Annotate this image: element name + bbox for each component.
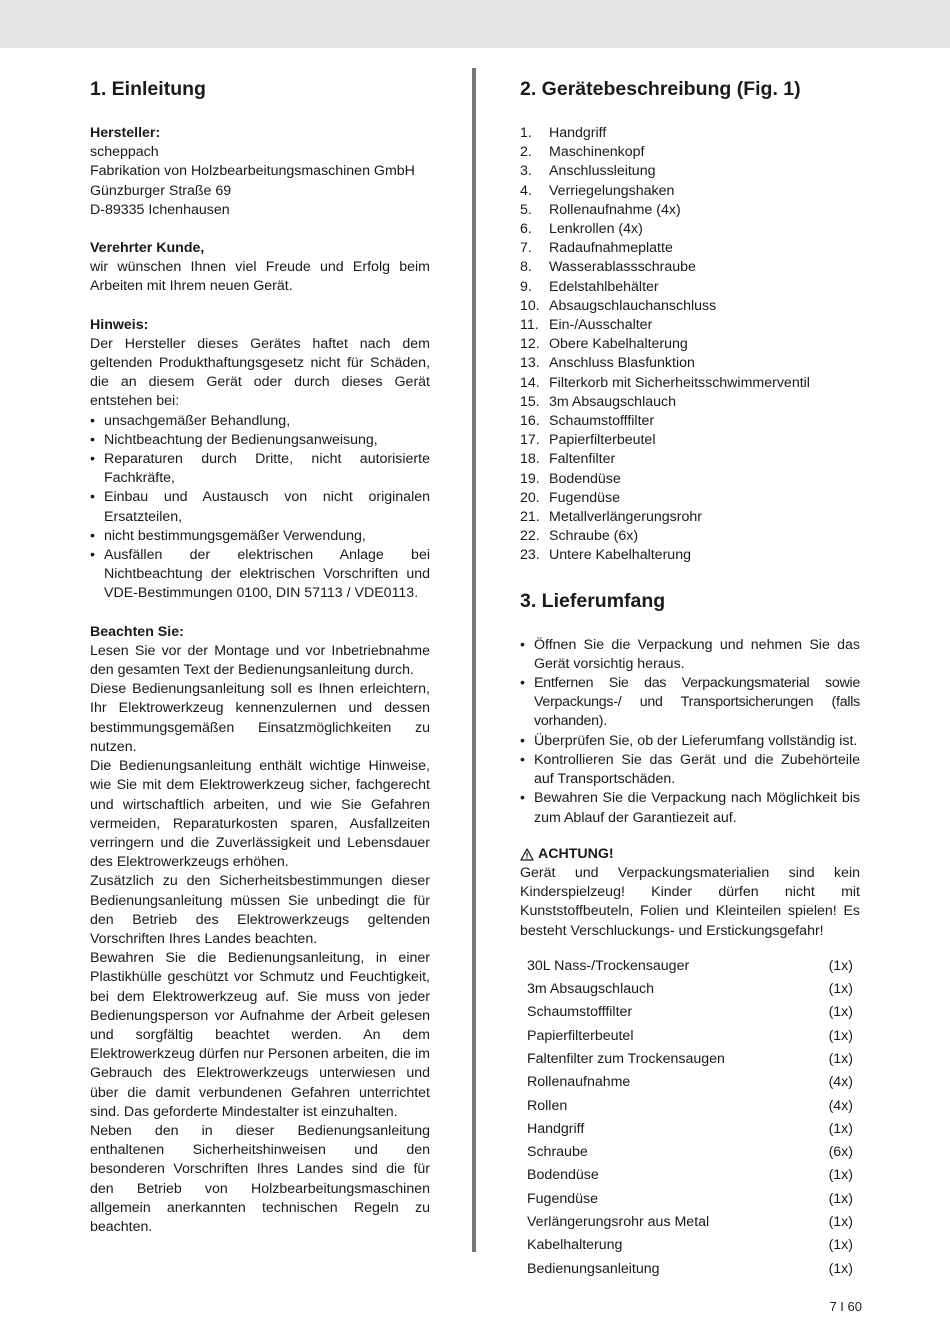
list-item (520, 278, 860, 297)
table-row (520, 1001, 860, 1024)
list-item (520, 258, 860, 277)
item-label: Schaumstofffilter (549, 413, 655, 430)
table-row (520, 1118, 860, 1141)
intro-section (90, 76, 430, 1237)
list-item (520, 354, 860, 373)
item-label: Metallverlängerungsrohr (549, 509, 702, 526)
content-quantity: (1x) (828, 1004, 853, 1021)
delivery-bullet-list (520, 636, 860, 828)
item-number: 5. (520, 201, 532, 218)
item-label: Filterkorb mit Sicherheitsschwimmerventil (549, 374, 810, 391)
attention-paragraph: Lesen Sie vor der Montage und vor Inbetriebnahme den gesamten Text der Bedienungsanleitung durch. (90, 642, 430, 679)
manufacturer-line: scheppach (90, 144, 159, 161)
attention-paragraph: Zusätzlich zu den Sicherheitsbestimmungen dieser Bedienungsanleitung müssen Sie unbedingt die für den Betrieb des Elektrowerkzeugs geltenden Vorschriften Ihres Landes beachten. (90, 873, 430, 947)
table-row (520, 955, 860, 978)
content-quantity: (4x) (828, 1097, 853, 1114)
list-item (520, 470, 860, 489)
item-label: Anschluss Blasfunktion (549, 355, 695, 372)
content-quantity: (1x) (828, 1237, 853, 1254)
list-item: • Überprüfen Sie, ob der Lieferumfang vollständig ist. (520, 732, 860, 751)
item-label: Faltenfilter (549, 451, 616, 468)
item-label: Rollenaufnahme (4x) (549, 201, 681, 218)
description-list (520, 124, 860, 566)
table-row (520, 1164, 860, 1187)
item-number: 12. (520, 336, 540, 353)
table-row (520, 1258, 860, 1281)
item-number: 19. (520, 470, 540, 487)
list-item (520, 546, 860, 565)
item-number: 4. (520, 182, 532, 199)
list-item (520, 335, 860, 354)
page-number: 7 I 60 (829, 1299, 862, 1314)
content-item: Schaumstofffilter (527, 1004, 633, 1021)
item-number: 20. (520, 489, 540, 506)
list-item (520, 527, 860, 546)
item-label: Fugendüse (549, 489, 620, 506)
note-text: Der Hersteller dieses Gerätes haftet nach dem geltenden Produkthaftungsgesetz nicht für Schäden, die an diesem Gerät oder durch dieses Gerät entstehen bei: (90, 335, 430, 410)
item-number: 6. (520, 221, 532, 238)
list-item (520, 489, 860, 508)
table-row (520, 1071, 860, 1094)
list-item (520, 162, 860, 181)
manufacturer-line: Günzburger Straße 69 (90, 182, 232, 199)
table-row (520, 1141, 860, 1164)
content-item: Handgriff (527, 1120, 585, 1137)
customer-label: Verehrter Kunde, (90, 240, 205, 257)
item-number: 2. (520, 144, 532, 161)
item-label: Handgriff (549, 125, 607, 141)
list-item: • Bewahren Sie die Verpackung nach Möglichkeit bis zum Ablauf der Garantiezeit auf. (520, 789, 860, 827)
item-label: Absaugschlauchanschluss (549, 297, 717, 314)
list-item: • Öffnen Sie die Verpackung und nehmen Sie das Gerät vorsichtig heraus. (520, 636, 860, 674)
item-number: 11. (520, 317, 539, 334)
manufacturer-block (90, 124, 430, 220)
content-quantity: (1x) (828, 1120, 853, 1137)
warning-heading (520, 845, 860, 864)
item-number: 22. (520, 528, 540, 545)
item-label: Maschinenkopf (549, 144, 645, 161)
list-item (520, 316, 860, 335)
attention-paragraph: Die Bedienungsanleitung enthält wichtige Hinweise, wie Sie mit dem Elektrowerkzeug sicher, fachgerecht und wirtschaftlich arbeiten, und wie Sie Gefahren vermeiden, Reparaturkosten sparen, Ausfallzeiten verringern und die Zuverlässigkeit und Lebensdauer des Elektrowerkzeugs erhöhen. (90, 758, 430, 871)
content-item: Rollen (527, 1097, 568, 1114)
attention-label: Beachten Sie: (90, 623, 184, 640)
attention-paragraph: Diese Bedienungsanleitung soll es Ihnen erleichtern, Ihr Elektrowerkzeug kennenzulernen und dessen bestimmungsgemäßen Einsatzmöglichkeiten zu nutzen. (90, 681, 430, 755)
content-item: Fugendüse (527, 1190, 598, 1207)
column-divider (472, 68, 476, 1252)
table-row (520, 1234, 860, 1257)
content-item: 30L Nass-/Trockensauger (527, 957, 690, 974)
note-label: Hinweis: (90, 316, 149, 333)
content-quantity: (1x) (828, 1027, 853, 1044)
item-number: 17. (520, 432, 540, 449)
list-item (520, 393, 860, 412)
item-label: Wasserablassschraube (549, 259, 696, 276)
content-quantity: (1x) (828, 957, 853, 974)
item-number: 21. (520, 509, 540, 526)
content-quantity: (1x) (828, 1190, 853, 1207)
delivery-title: 3. Lieferumfang (520, 589, 666, 612)
table-row (520, 978, 860, 1001)
list-item: • Ausfällen der elektrischen Anlage bei Nichtbeachtung der elektrischen Vorschriften und VDE-Bestimmungen 0100, DIN 57113 / VDE0113. (90, 546, 430, 604)
warning-triangle-icon (520, 848, 534, 861)
manufacturer-line: Fabrikation von Holzbearbeitungsmaschinen GmbH (90, 163, 415, 180)
list-item: • Entfernen Sie das Verpackungsmaterial sowie Verpackungs-/ und Transportsicherungen (falls vorhanden). (520, 674, 860, 732)
table-row (520, 1048, 860, 1071)
list-item (520, 182, 860, 201)
description-section (520, 76, 860, 1281)
content-item: Verlängerungsrohr aus Metal (527, 1214, 710, 1231)
content-quantity: (1x) (828, 1050, 853, 1067)
item-label: Anschlussleitung (549, 163, 656, 180)
item-number: 1. (520, 125, 532, 141)
item-number: 18. (520, 451, 540, 468)
list-item: • Einbau und Austausch von nicht originalen Ersatzteilen, (90, 488, 430, 526)
item-label: Bodendüse (549, 470, 621, 487)
item-number: 16. (520, 413, 540, 430)
item-label: Untere Kabelhalterung (549, 547, 691, 564)
content-item: 3m Absaugschlauch (527, 981, 654, 998)
attention-paragraph: Neben den in dieser Bedienungsanleitung enthaltenen Sicherheitshinweisen und den besonderen Vorschriften Ihres Landes sind die für den Betrieb von Holzbearbeitungsmaschinen allgemein anerkannten technischen Regeln zu beachten. (90, 1122, 430, 1235)
item-number: 10. (520, 297, 540, 314)
note-block (90, 316, 430, 604)
note-bullet-list (90, 412, 430, 604)
list-item: • unsachgemäßer Behandlung, (90, 412, 430, 431)
content-item: Kabelhalterung (527, 1237, 623, 1254)
warning-label: ACHTUNG! (538, 845, 614, 862)
list-item (520, 124, 860, 143)
item-number: 23. (520, 547, 540, 564)
list-item: • Nichtbeachtung der Bedienungsanweisung, (90, 431, 430, 450)
list-item (520, 431, 860, 450)
item-label: Radaufnahmeplatte (549, 240, 673, 257)
content-item: Faltenfilter zum Trockensaugen (527, 1050, 725, 1067)
content-item: Schraube (527, 1144, 588, 1161)
item-label: Obere Kabelhalterung (549, 336, 688, 353)
content-quantity: (1x) (828, 981, 853, 998)
list-item (520, 297, 860, 316)
item-label: Lenkrollen (4x) (549, 221, 643, 238)
customer-block (90, 239, 430, 297)
table-row (520, 1211, 860, 1234)
warning-text: Gerät und Verpackungsmaterialien sind kein Kinderspielzeug! Kinder dürfen nicht mit Kunststoffbeuteln, Folien und Kleinteilen spielen! Es besteht Verschluckungs- und Erstickungsgefahr! (520, 864, 860, 939)
header-bar (0, 0, 950, 48)
item-number: 9. (520, 278, 532, 295)
content-quantity: (1x) (828, 1214, 853, 1231)
intro-title: 1. Einleitung (90, 78, 206, 100)
list-item (520, 374, 860, 393)
list-item (520, 220, 860, 239)
item-label: Edelstahlbehälter (549, 278, 659, 295)
delivery-contents-table (520, 955, 860, 1281)
manufacturer-label: Hersteller: (90, 125, 161, 141)
item-label: 3m Absaugschlauch (549, 393, 676, 410)
content-item: Rollenaufnahme (527, 1074, 631, 1091)
item-number: 15. (520, 393, 540, 410)
content-item: Papierfilterbeutel (527, 1027, 634, 1044)
item-number: 8. (520, 259, 532, 276)
list-item: • nicht bestimmungsgemäßer Verwendung, (90, 527, 430, 546)
content-quantity: (1x) (828, 1167, 853, 1184)
content-quantity: (1x) (828, 1260, 853, 1277)
list-item (520, 239, 860, 258)
list-item: • Kontrollieren Sie das Gerät und die Zubehörteile auf Transportschäden. (520, 751, 860, 789)
content-quantity: (6x) (828, 1144, 853, 1161)
list-item (520, 450, 860, 469)
content-item: Bedienungsanleitung (527, 1260, 660, 1277)
item-label: Papierfilterbeutel (549, 432, 656, 449)
customer-text: wir wünschen Ihnen viel Freude und Erfolg beim Arbeiten mit Ihrem neuen Gerät. (90, 259, 430, 295)
description-title: 2. Gerätebeschreibung (Fig. 1) (520, 78, 801, 100)
table-row (520, 1095, 860, 1118)
list-item: • Reparaturen durch Dritte, nicht autorisierte Fachkräfte, (90, 450, 430, 488)
item-number: 14. (520, 374, 540, 391)
manufacturer-line: D-89335 Ichenhausen (90, 201, 230, 218)
list-item (520, 508, 860, 527)
item-number: 13. (520, 355, 540, 372)
content-quantity: (4x) (828, 1074, 853, 1091)
item-label: Ein-/Ausschalter (549, 317, 653, 334)
item-label: Schraube (6x) (549, 528, 639, 545)
item-number: 3. (520, 163, 532, 180)
attention-paragraph: Bewahren Sie die Bedienungsanleitung, in einer Plastikhülle geschützt vor Schmutz und Feuchtigkeit, bei dem Elektrowerkzeug auf. Sie muss von jeder Bedienungsperson vor Aufnahme der Arbeit gelesen und sorgfältig beachtet werden. An dem Elektrowerkzeug dürfen nur Personen arbeiten, die im Gebrauch des Elektrowerkzeugs unterwiesen und über die damit verbundenen Gefahren unterrichtet sind. Das geforderte Mindestalter ist einzuhalten. (90, 950, 430, 1120)
list-item (520, 201, 860, 220)
table-row (520, 1025, 860, 1048)
item-label: Verriegelungshaken (549, 182, 675, 199)
list-item (520, 412, 860, 431)
item-number: 7. (520, 240, 532, 257)
content-item: Bodendüse (527, 1167, 599, 1184)
table-row (520, 1188, 860, 1211)
attention-block (90, 623, 430, 1238)
list-item (520, 143, 860, 162)
